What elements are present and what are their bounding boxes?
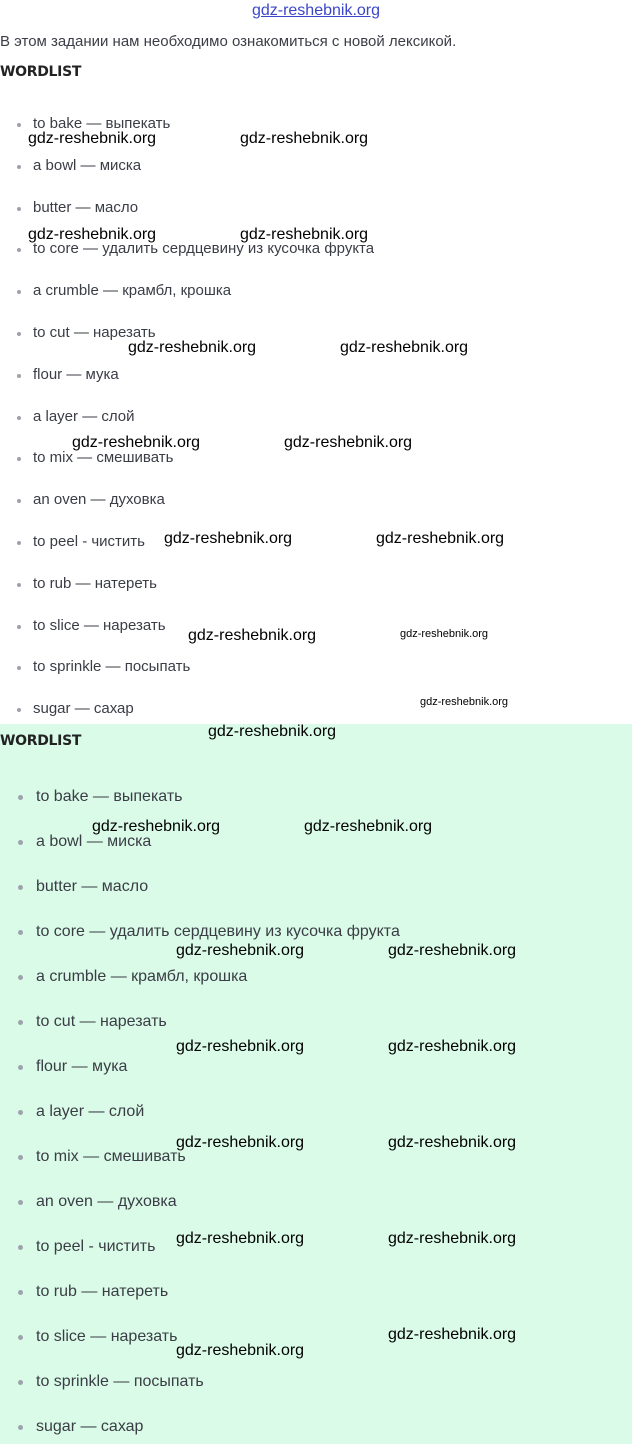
word-text: to bake — выпекать <box>33 115 171 132</box>
watermark: gdz-reshebnik.org <box>164 530 293 547</box>
bullet-icon <box>18 1200 23 1205</box>
bullet-icon <box>18 1380 23 1385</box>
bullet-icon <box>18 1290 23 1295</box>
watermark: gdz-reshebnik.org <box>28 226 157 243</box>
word-text: a layer — слой <box>33 407 135 425</box>
wordlist-heading-2: WORDLIST <box>0 733 82 749</box>
word-text: to peel - чистить <box>36 1238 156 1255</box>
bullet-icon <box>17 416 21 420</box>
watermark: gdz-reshebnik.org <box>188 627 317 644</box>
word-text: to mix — смешивать <box>33 449 174 467</box>
word-text: to core — удалить сердцевину из кусочка фрукта <box>33 240 375 258</box>
word-text: to slice — нарезать <box>36 1328 178 1345</box>
word-text: flour — мука <box>36 1058 128 1075</box>
watermark: gdz-reshebnik.org <box>376 530 505 547</box>
bullet-icon <box>18 1245 23 1250</box>
site-link[interactable]: gdz-reshebnik.org <box>251 2 381 19</box>
word-text: to mix — смешивать <box>36 1148 186 1165</box>
word-text: to sprinkle — посыпать <box>33 658 191 676</box>
watermark: gdz-reshebnik.org <box>388 1326 517 1343</box>
watermark: gdz-reshebnik.org <box>304 818 433 835</box>
watermark: gdz-reshebnik.org <box>240 130 369 147</box>
watermark: gdz-reshebnik.org <box>340 339 469 356</box>
watermark: gdz-reshebnik.org <box>176 1134 305 1151</box>
bullet-icon <box>18 1155 23 1160</box>
watermark: gdz-reshebnik.org <box>388 1038 517 1055</box>
word-text: sugar — сахар <box>36 1418 144 1435</box>
watermark: gdz-reshebnik.org <box>388 1230 517 1247</box>
word-text: butter — масло <box>36 878 149 895</box>
watermark: gdz-reshebnik.org <box>176 1038 305 1055</box>
bullet-icon <box>17 666 21 670</box>
bullet-icon <box>18 1020 23 1025</box>
bullet-icon <box>17 499 21 503</box>
bullet-icon <box>17 207 21 211</box>
bullet-icon <box>17 541 21 545</box>
watermark: gdz-reshebnik.org <box>72 434 201 451</box>
intro-text: В этом задании нам необходимо ознакомиться с новой лексикой. <box>0 33 457 50</box>
word-text: butter — масло <box>33 198 139 216</box>
watermark: gdz-reshebnik.org <box>284 434 413 451</box>
word-text: to cut — нарезать <box>36 1013 167 1030</box>
watermark: gdz-reshebnik.org <box>128 339 257 356</box>
bullet-icon <box>17 457 21 461</box>
word-text: a bowl — миска <box>33 156 142 174</box>
word-text: a layer — слой <box>36 1103 145 1120</box>
word-text: to rub — натереть <box>33 574 157 592</box>
watermark: gdz-reshebnik.org <box>92 818 221 835</box>
watermark: gdz-reshebnik.org <box>208 723 337 740</box>
word-text: to sprinkle — посыпать <box>36 1373 204 1390</box>
word-text: to cut — нарезать <box>33 324 156 341</box>
word-text: to core — удалить сердцевину из кусочка фрукта <box>36 923 400 940</box>
bullet-icon <box>18 975 23 980</box>
bullet-icon <box>18 1425 23 1430</box>
word-text: to bake — выпекать <box>36 788 183 805</box>
word-text: sugar — сахар <box>33 700 134 718</box>
watermark: gdz-reshebnik.org <box>176 1230 305 1247</box>
word-text: flour — мука <box>33 365 119 383</box>
word-text: a bowl — миска <box>36 833 152 850</box>
word-text: a crumble — крамбл, крошка <box>33 282 232 300</box>
bullet-icon <box>18 885 23 890</box>
watermark: gdz-reshebnik.org <box>388 942 517 959</box>
bullet-icon <box>17 248 21 252</box>
bullet-icon <box>18 1335 23 1340</box>
watermark: gdz-reshebnik.org <box>388 1134 517 1151</box>
word-text: to slice — нарезать <box>33 616 166 634</box>
bullet-icon <box>17 290 21 294</box>
word-text: to rub — натереть <box>36 1283 169 1300</box>
word-text: a crumble — крамбл, крошка <box>36 968 248 985</box>
bullet-icon <box>17 165 21 169</box>
word-text: an oven — духовка <box>33 491 165 509</box>
watermark: gdz-reshebnik.org <box>240 226 369 243</box>
bullet-icon <box>18 930 23 935</box>
bullet-icon <box>18 1065 23 1070</box>
watermark: gdz-reshebnik.org <box>28 130 157 147</box>
bullet-icon <box>17 583 21 587</box>
word-text: an oven — духовка <box>36 1193 177 1210</box>
bullet-icon <box>18 840 23 845</box>
bullet-icon <box>17 625 21 629</box>
bullet-icon <box>17 123 21 127</box>
watermark: gdz-reshebnik.org <box>400 628 489 640</box>
watermark: gdz-reshebnik.org <box>176 942 305 959</box>
wordlist-heading: WORDLIST <box>0 64 82 80</box>
word-text: to peel - чистить <box>33 533 145 550</box>
bullet-icon <box>17 708 21 712</box>
watermark: gdz-reshebnik.org <box>176 1342 305 1359</box>
bullet-icon <box>17 374 21 378</box>
bullet-icon <box>18 1110 23 1115</box>
bullet-icon <box>17 332 21 336</box>
bullet-icon <box>18 795 23 800</box>
watermark: gdz-reshebnik.org <box>420 696 509 708</box>
